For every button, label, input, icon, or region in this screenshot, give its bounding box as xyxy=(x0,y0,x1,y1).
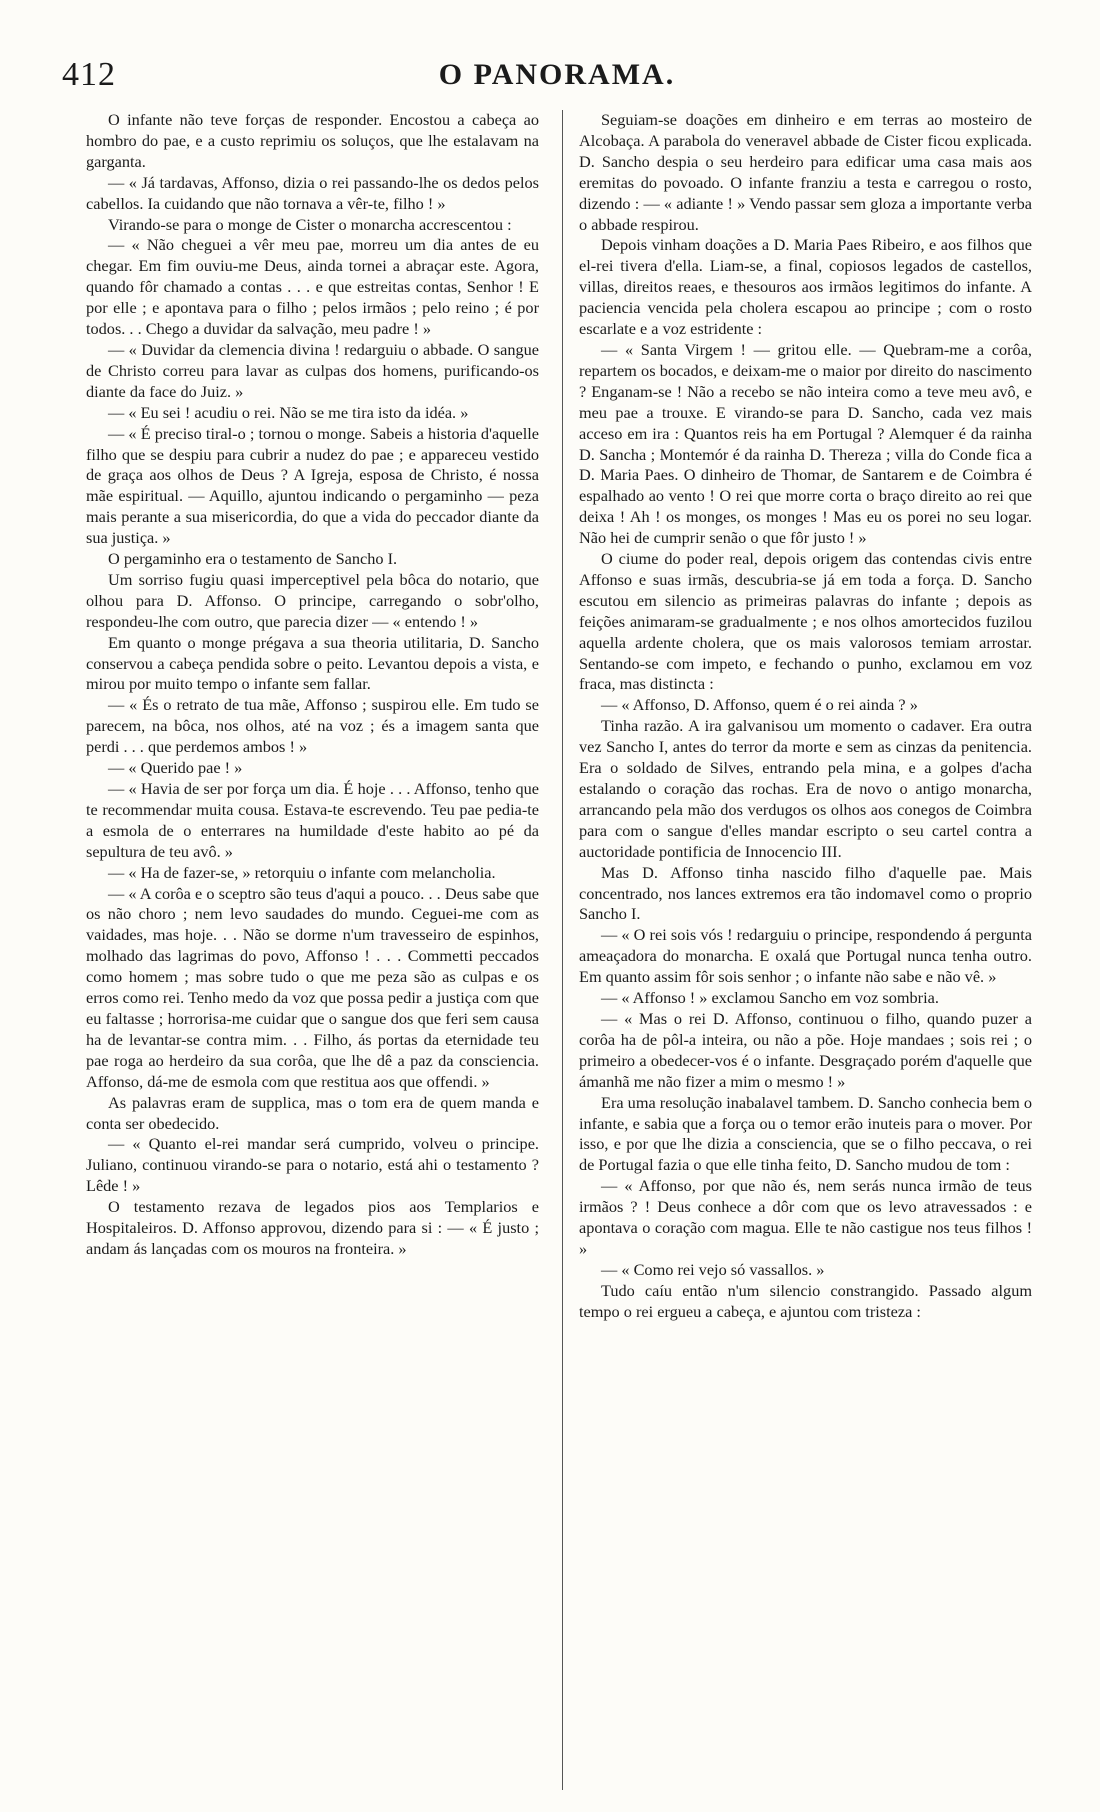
paragraph: Era uma resolução inabalavel tambem. D. Sancho conhecia bem o infante, e sabia que a força ou o temor erão inuteis para o mover. Por isso, e por que lhe dizia a consciencia, que se o filho peccava, o rei de Portugal fazia o que elle tinha feito, D. Sancho mudou de tom : xyxy=(579,1092,1032,1175)
paragraph: Em quanto o monge prégava a sua theoria utilitaria, D. Sancho conservou a cabeça pendida sobre o peito. Levantou depois a vista, e mirou por muito tempo o infante sem fallar. xyxy=(86,632,539,694)
paragraph: Depois vinham doações a D. Maria Paes Ribeiro, e aos filhos que el-rei tivera d'ella. Liam-se, a final, copiosos legados de castellos, villas, direitos reaes, e thesouros aos irmãos legitimos do infante. A paciencia vencida pela cholera escapou ao principe ; com o rosto escarlate e a voz estridente : xyxy=(579,235,1032,339)
paragraph: O testamento rezava de legados pios aos Templarios e Hospitaleiros. D. Affonso approvou, dizendo para si : — « É justo ; andam ás lançadas com os mouros na fronteira. » xyxy=(86,1197,539,1258)
paragraph: — « Santa Virgem ! — gritou elle. — Quebram-me a corôa, repartem os bocados, e deixam-me o maior por direito do nascimento ? Enganam-se ! Não a recebo se não inteira como a teve meu avô, e meu pae a trouxe. E virando-se para D. Sancho, cada vez mais acceso em ira : Quantos reis ha em Portugal ? Alemquer é da rainha D. Sancha ; Montemór é da rainha D. Thereza ; villa do Conde fica a D. Maria Paes. O dinheiro de Thomar, de Santarem e de Coimbra é espalhado ao vento ! O rei que morre corta o braço direito ao rei que deixa ! Ah ! os monges, os monges ! Mas eu os porei no seu logar. Não hei de cumprir senão o que fôr justo ! » xyxy=(579,339,1032,548)
paragraph: Seguiam-se doações em dinheiro e em terras ao mosteiro de Alcobaça. A parabola do veneravel abbade de Cister ficou explicada. D. Sancho despia o seu herdeiro para edificar uma casa mais aos eremitas do povoado. O infante franziu a testa e carregou o rosto, dizendo : — « adiante ! » Vendo passar sem gloza a importante verba o abbade respirou. xyxy=(579,110,1032,234)
paragraph: — « Affonso, por que não és, nem serás nunca irmão de teus irmãos ? ! Deus conhece a dôr com que os levo atravessados : e apontava o coração com magua. Elle te não castigue nos teus filhos ! » xyxy=(579,1176,1032,1258)
paragraph: — « Já tardavas, Affonso, dizia o rei passando-lhe os dedos pelos cabellos. Ia cuidando que não tornava a vêr-te, filho ! » xyxy=(86,172,539,213)
paragraph: O ciume do poder real, depois origem das contendas civis entre Affonso e suas irmãs, descubria-se já em toda a força. D. Sancho escutou em silencio as primeiras palavras do infante ; depois as feições animaram-se gradualmente ; e nos olhos amortecidos fuzilou aquella ardente cholera, que os mais valorosos temiam arrostar. Sentando-se com impeto, e fechando o punho, exclamou em voz fraca, mas distincta : xyxy=(579,549,1032,694)
paragraph: — « Querido pae ! » xyxy=(108,758,243,778)
paragraph: — « O rei sois vós ! redarguiu o principe, respondendo á pergunta ameaçadora do monarcha. E oxalá que Portugal nunca tenha outro. Em quanto assim fôr sois senhor ; o infante não sabe e não vê. » xyxy=(579,925,1032,987)
paragraph: — « A corôa e o sceptro são teus d'aqui a pouco. . . Deus sabe que os não choro ; nem levo saudades do mundo. Ceguei-me com as vaidades, mas hoje. . . Não se dorme n'um travesseiro de espinhos, molhado das lagrimas do povo, Affonso ! . . . Commetti peccados como homem ; mas sobre tudo o que me peza são as culpas e os erros como rei. Tenho medo da voz que possa pedir a justiça com que eu faltasse ; horrorisa-me cuidar que o sangue dos que feri sem causa ha de levantar-se contra mim. . . Filho, ás portas da eternidade teu pae roga ao herdeiro da sua corôa, que lhe dê a paz da consciencia. Affonso, dá-me de esmola com que restitua aos que offendi. » xyxy=(86,883,539,1091)
paragraph: Virando-se para o monge de Cister o monarcha accrescentou : xyxy=(108,214,512,234)
page-header xyxy=(62,50,1052,100)
paragraph: — « Ha de fazer-se, » retorquiu o infante com melancholia. xyxy=(108,862,496,882)
paragraph: Tinha razão. A ira galvanisou um momento o cadaver. Era outra vez Sancho I, antes do terror da morte e sem as cinzas da penitencia. Era o soldado de Silves, entrando pela mina, e a golpes d'acha estalando o coração das rochas. Era de novo o antigo monarcha, arrancando pela mão dos verdugos os olhos aos conegos de Coimbra para com o sangue d'elles mandar escripto o seu cartel contra a auctoridade pontificia de Innocencio III. xyxy=(579,716,1032,861)
left-column xyxy=(86,110,539,1790)
page-number: 412 xyxy=(62,56,116,93)
paragraph: — « Eu sei ! acudiu o rei. Não se me tira isto da idéa. » xyxy=(108,402,469,422)
paragraph: — « Affonso, D. Affonso, quem é o rei ainda ? » xyxy=(601,695,918,715)
paragraph: — « Como rei vejo só vassallos. » xyxy=(601,1259,825,1279)
paragraph: — « És o retrato de tua mãe, Affonso ; suspirou elle. Em tudo se parecem, na bôca, nos olhos, até na voz ; és a imagem santa que perdi . . . que perdemos ambos ! » xyxy=(86,695,539,757)
paragraph: Um sorriso fugiu quasi imperceptivel pela bôca do notario, que olhou para D. Affonso. O principe, carregando o sobr'olho, respondeu-lhe com outro, que parecia dizer — « entendo ! » xyxy=(86,569,539,631)
paragraph: — « Mas o rei D. Affonso, continuou o filho, quando puzer a corôa ha de pôl-a inteira, ou não a põe. Hoje mandaes ; sois rei ; o primeiro a obedecer-vos é o infante. Desgraçado porém d'aquelle que ámanhã me não fizer a mim o mesmo ! » xyxy=(579,1008,1032,1091)
paragraph: — « Duvidar da clemencia divina ! redarguiu o abbade. O sangue de Christo correu para lavar as culpas dos homens, purificando-os diante da face do Juiz. » xyxy=(86,339,539,401)
paragraph: O pergaminho era o testamento de Sancho I. xyxy=(108,549,398,569)
paragraph: — « Affonso ! » exclamou Sancho em voz sombria. xyxy=(601,988,939,1008)
column-divider xyxy=(562,110,563,1790)
paragraph: Tudo caíu então n'um silencio constrangido. Passado algum tempo o rei ergueu a cabeça, e ajuntou com tristeza : xyxy=(579,1280,1032,1321)
paragraph: O infante não teve forças de responder. Encostou a cabeça ao hombro do pae, e a custo reprimiu os soluços, que lhe estalavam na garganta. xyxy=(86,110,539,171)
journal-title: O PANORAMA. xyxy=(438,58,676,91)
paragraph: As palavras eram de supplica, mas o tom era de quem manda e conta ser obedecido. xyxy=(86,1092,539,1133)
paragraph: Mas D. Affonso tinha nascido filho d'aquelle pae. Mais concentrado, nos lances extremos era tão indomavel como o proprio Sancho I. xyxy=(579,862,1032,924)
paragraph: — « Havia de ser por força um dia. É hoje . . . Affonso, tenho que te recommendar muita cousa. Estava-te escrevendo. Teu pae pedia-te a esmola de o enterrares na humildade d'este habito ao pé da sepultura de teu avô. » xyxy=(86,779,539,861)
paragraph: — « É preciso tiral-o ; tornou o monge. Sabeis a historia d'aquelle filho que se despiu para cubrir a nudez do pae ; e appareceu vestido de graça aos olhos de Deus ? A Igreja, esposa de Christo, é nossa mãe espiritual. — Aquillo, ajuntou indicando o pergaminho — peza mais perante a sua misericordia, do que a vida do peccador diante da sua justiça. » xyxy=(86,423,539,548)
paragraph: — « Não cheguei a vêr meu pae, morreu um dia antes de eu chegar. Em fim ouviu-me Deus, ainda tornei a abraçar este. Agora, quando fôr chamado a contas . . . e que estreitas contas, Senhor ! E por elle ; e apontava para o filho ; pelos irmãos ; pelo reino ; é por todos. . . Chego a duvidar da salvação, meu padre ! » xyxy=(86,235,539,339)
paragraph: — « Quanto el-rei mandar será cumprido, volveu o principe. Juliano, continuou virando-se para o notario, está ahi o testamento ? Lêde ! » xyxy=(86,1134,539,1196)
right-column xyxy=(579,110,1032,1790)
